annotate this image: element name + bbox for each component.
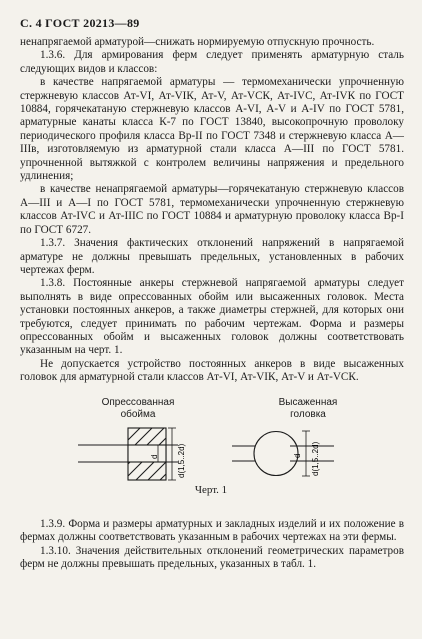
paragraph-non-prestressed: в качестве ненапрягаемой арматуры—горячекатаную стержневую классов А—III и А—I по ГОСТ 5781, термомеханически упрочненную стержневую классов Ат-IVС и Ат-IIIС по ГОСТ 10884 и арматурную проволоку класса Вр-I по ГОСТ 6727.	[20, 183, 404, 236]
running-head: С. 4 ГОСТ 20213—89	[20, 16, 140, 30]
figure-label-pressed-sleeve: Опрессованная обойма	[101, 397, 175, 420]
paragraph-prestressed: в качестве напрягаемой арматуры — термомеханически упрочненную стержневую классов Ат-VI, Ат-VIК, Ат-V, Ат-VCК, Ат-IVС, Ат-IVК по ГОСТ 10884, горячекатаную стержневую классов А-VI, А-V и А-IV по ГОСТ 5781, арматурные канаты класса К-7 по ГОСТ 13840, высокопрочную проволоку периодического профиля класса Вр-II по ГОСТ 7348 и стержневую класса А—IIIв, изготовляемую из арматурной стали класса А—III по ГОСТ 5781. упрочненной вытяжкой с контролем величины напряжения и предельного удлинения;	[20, 76, 404, 183]
dim-left-inner: d	[150, 454, 159, 459]
paragraph-1-3-10: 1.3.10. Значения действительных отклонений геометрических параметров ферм не должны превышать предельных, указанных в табл. 1.	[20, 544, 404, 571]
paragraph-1-3-7: 1.3.7. Значения фактических отклонений напряжений в напрягаемой арматуре не должны превышать предельных, установленных в рабочих чертежах ферм.	[20, 237, 404, 276]
paragraph-1-3-6: 1.3.6. Для армирования ферм следует применять арматурную сталь следующих видов и классов:	[20, 49, 404, 75]
paragraph-prohibition: Не допускается устройство постоянных анкеров в виде высаженных головок для арматурной стали классов Ат-VI, Ат-VIК, Ат-V и Ат-VCК.	[20, 357, 404, 384]
dim-right-outer: d(1,5..2d)	[311, 441, 320, 476]
paragraph-1-3-9: 1.3.9. Форма и размеры арматурных и закладных изделий и их положение в фермах должны соответствовать указанным в рабочих чертежах на эти фермы.	[20, 518, 404, 544]
dim-right-inner: d	[293, 453, 302, 458]
paragraph-1-3-8: 1.3.8. Постоянные анкеры стержневой напрягаемой арматуры следует выполнять в виде опрессованных обойм или высаженных головок. Места установки постоянных анкеров, а также диаметры стержней, для которых они требуются, следует принимать по рабочим чертежам. Форма и размеры опрессованных обойм и высаженных головок должны соответствовать указанным на черт. 1.	[20, 277, 404, 357]
paragraph-continuation: ненапрягаемой арматурой—снижать нормируемую отпускную прочность.	[20, 36, 375, 48]
figure-label-upset-head: Высаженная головка	[278, 397, 338, 420]
dim-left-outer: d(1,5..2d)	[177, 443, 186, 478]
figure-caption: Черт. 1	[194, 484, 228, 496]
text-section-2	[20, 518, 404, 572]
pressed-sleeve-drawing	[78, 428, 178, 480]
